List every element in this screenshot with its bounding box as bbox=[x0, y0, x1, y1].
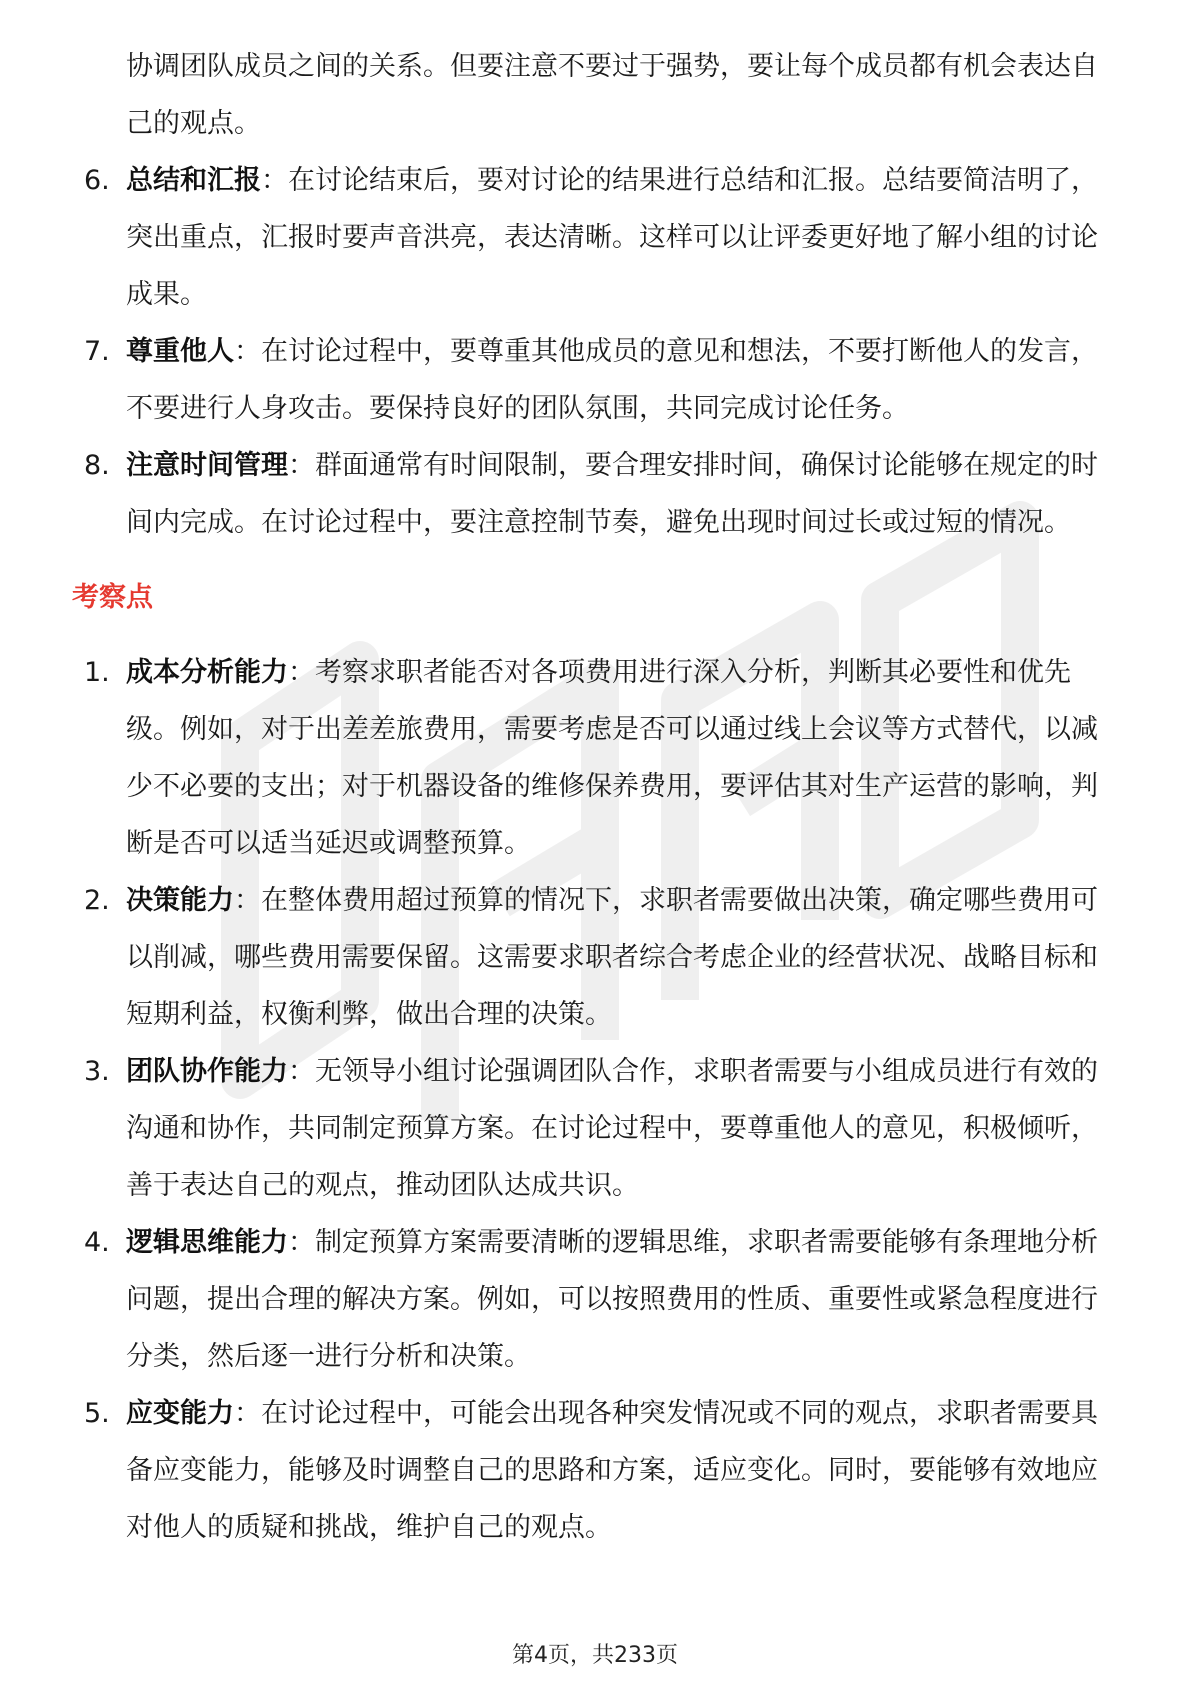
item-text: ：考察求职者能否对各项费用进行深入分析，判断其必要性和优先级。例如，对于出差差旅费用，需要考虑是否可以通过线上会议等方式替代，以减少不必要的支出；对于机器设备的维修保养费用，要评估其对生产运营的影响，判断是否可以适当延迟或调整预算。 bbox=[126, 657, 1098, 859]
item-text: ：在讨论结束后，要对讨论的结果进行总结和汇报。总结要简洁明了，突出重点，汇报时要声音洪亮，表达清晰。这样可以让评委更好地了解小组的讨论成果。 bbox=[126, 165, 1098, 310]
list-item bbox=[72, 1214, 1122, 1385]
item-text: ：群面通常有时间限制，要合理安排时间，确保讨论能够在规定的时间内完成。在讨论过程中，要注意控制节奏，避免出现时间过长或过短的情况。 bbox=[126, 450, 1098, 538]
item-number: 5. bbox=[84, 1398, 110, 1429]
list-item bbox=[72, 644, 1122, 872]
section-title: 考察点 bbox=[72, 582, 153, 613]
list-item bbox=[72, 1385, 1122, 1556]
continuation-paragraph: 协调团队成员之间的关系。但要注意不要过于强势，要让每个成员都有机会表达自己的观点。 bbox=[126, 51, 1098, 139]
item-text: ：在整体费用超过预算的情况下，求职者需要做出决策，确定哪些费用可以削减，哪些费用需要保留。这需要求职者综合考虑企业的经营状况、战略目标和短期利益，权衡利弊，做出合理的决策。 bbox=[126, 885, 1098, 1030]
item-keyword: 注意时间管理 bbox=[126, 450, 288, 481]
page-footer: 第4页，共233页 bbox=[512, 1643, 678, 1668]
item-number: 7. bbox=[84, 336, 110, 367]
item-number: 1. bbox=[84, 657, 110, 688]
item-text: ：在讨论过程中，要尊重其他成员的意见和想法，不要打断他人的发言，不要进行人身攻击。要保持良好的团队氛围，共同完成讨论任务。 bbox=[126, 336, 1098, 424]
item-keyword: 总结和汇报 bbox=[126, 165, 261, 196]
item-number: 6. bbox=[84, 165, 110, 196]
tips-list bbox=[72, 152, 1122, 551]
item-keyword: 应变能力 bbox=[126, 1398, 234, 1429]
item-number: 8. bbox=[84, 450, 110, 481]
points-list bbox=[72, 644, 1122, 1556]
item-text: ：无领导小组讨论强调团队合作，求职者需要与小组成员进行有效的沟通和协作，共同制定预算方案。在讨论过程中，要尊重他人的意见，积极倾听，善于表达自己的观点，推动团队达成共识。 bbox=[126, 1056, 1098, 1201]
item-number: 4. bbox=[84, 1227, 110, 1258]
list-item bbox=[72, 437, 1122, 551]
item-text: ：制定预算方案需要清晰的逻辑思维，求职者需要能够有条理地分析问题，提出合理的解决方案。例如，可以按照费用的性质、重要性或紧急程度进行分类，然后逐一进行分析和决策。 bbox=[126, 1227, 1098, 1372]
list-item bbox=[72, 1043, 1122, 1214]
item-keyword: 逻辑思维能力 bbox=[126, 1227, 288, 1258]
item-keyword: 决策能力 bbox=[126, 885, 234, 916]
item-keyword: 团队协作能力 bbox=[126, 1056, 288, 1087]
page-content bbox=[72, 38, 1122, 1556]
list-item bbox=[72, 872, 1122, 1043]
list-item bbox=[72, 323, 1122, 437]
item-text: ：在讨论过程中，可能会出现各种突发情况或不同的观点，求职者需要具备应变能力，能够及时调整自己的思路和方案，适应变化。同时，要能够有效地应对他人的质疑和挑战，维护自己的观点。 bbox=[126, 1398, 1098, 1543]
item-keyword: 成本分析能力 bbox=[126, 657, 288, 688]
list-item bbox=[72, 152, 1122, 323]
item-keyword: 尊重他人 bbox=[126, 336, 234, 367]
item-number: 3. bbox=[84, 1056, 110, 1087]
item-number: 2. bbox=[84, 885, 110, 916]
